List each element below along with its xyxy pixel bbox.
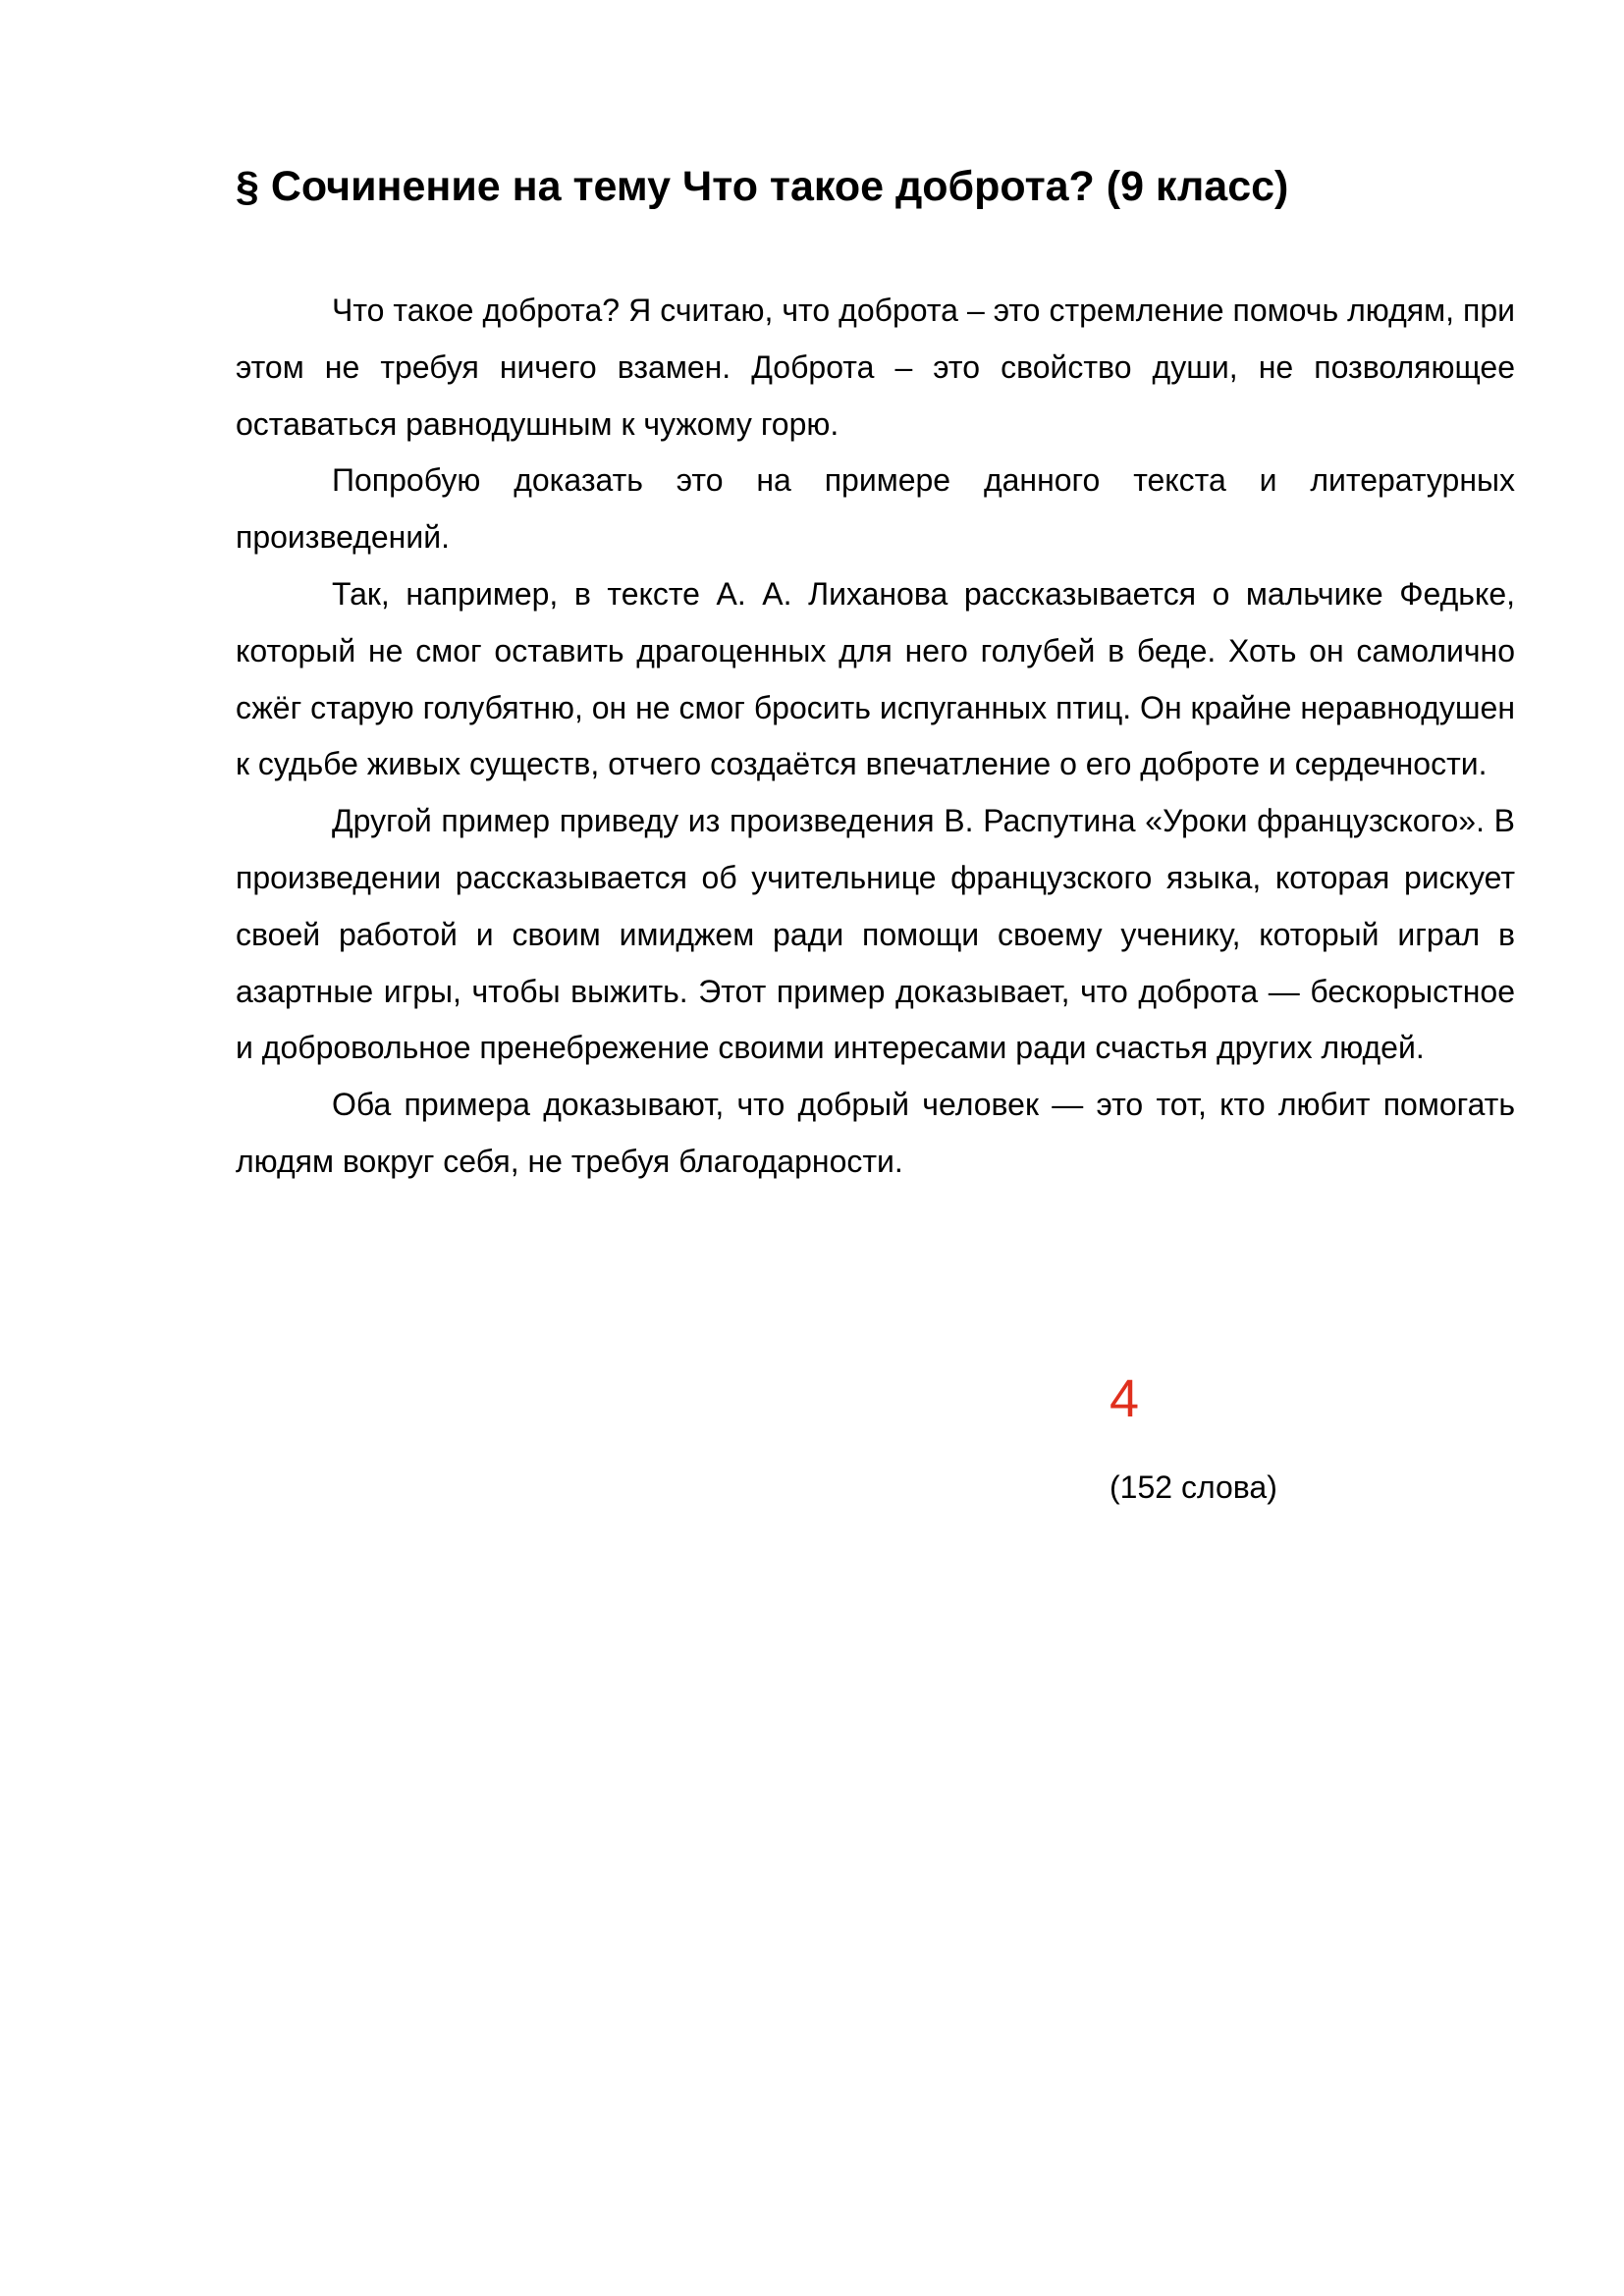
- essay-paragraph-3: Так, например, в тексте А. А. Лиханова рассказывается о мальчике Федьке, который не смог оставить драгоценных для него голубей в беде. Хоть он самолично сжёг старую голубятню, он не смог бросить испуганных птиц. Он крайне неравнодушен к судьбе живых существ, отчего создаётся впечатление о его доброте и сердечности.: [236, 575, 1515, 782]
- essay-paragraph-5: Оба примера доказывают, что добрый человек — это тот, кто любит помогать людям вокруг себя, не требуя благодарности.: [236, 1087, 1515, 1179]
- word-count: (152 слова): [1110, 1469, 1277, 1505]
- essay-paragraph-2: Попробую доказать это на примере данного текста и литературных произведений.: [236, 462, 1515, 556]
- essay-body: [236, 283, 1515, 1191]
- essay-paragraph-4: Другой пример приведу из произведения В. Распутина «Уроки французского». В произведении рассказывается об учительнице французского языка, которая рискует своей работой и своим имиджем ради помощи своему ученику, который играл в азартные игры, чтобы выжить. Этот пример доказывает, что доброта — бескорыстное и добровольное пренебрежение своими интересами ради счастья других людей.: [236, 803, 1515, 1066]
- essay-title: § Сочинение на тему Что такое доброта? (9 класс): [236, 163, 1289, 210]
- essay-paragraph-1: Что такое доброта? Я считаю, что доброта – это стремление помочь людям, при этом не требуя ничего взамен. Доброта – это свойство души, не позволяющее оставаться равнодушным к чужому горю.: [236, 293, 1515, 442]
- grade-mark: 4: [1110, 1369, 1140, 1428]
